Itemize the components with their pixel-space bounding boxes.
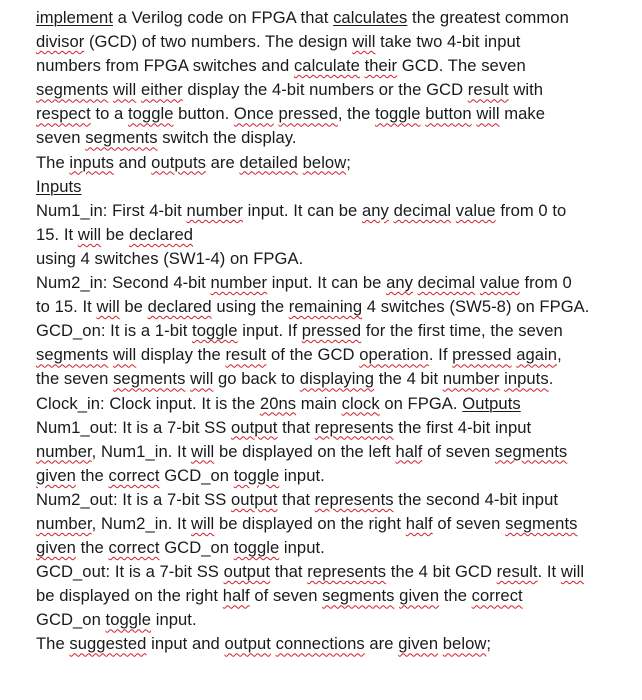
- spellcheck-flagged-word: below: [302, 152, 347, 172]
- spellcheck-flagged-word: outputs: [151, 152, 206, 172]
- spellcheck-flagged-word: toggle: [127, 104, 174, 124]
- spellcheck-flagged-word: operation: [359, 345, 429, 365]
- spellcheck-flagged-word: value: [479, 273, 520, 293]
- text-run: GCD_on: [159, 465, 234, 485]
- spellcheck-flagged-word: segments: [494, 441, 568, 461]
- text-run: (GCD) of two numbers. The design: [84, 32, 353, 52]
- spellcheck-flagged-word: will: [560, 562, 585, 582]
- text-line: [36, 343, 626, 367]
- spellcheck-flagged-word: inputs: [69, 152, 114, 172]
- text-line: [36, 367, 626, 391]
- spellcheck-flagged-word: suggested: [69, 634, 147, 654]
- spellcheck-flagged-word: will: [476, 104, 500, 124]
- spellcheck-flagged-word: result: [467, 80, 509, 100]
- text-run: that: [277, 417, 315, 437]
- text-run: numbers from FPGA switches and: [36, 56, 294, 76]
- underlined-heading: Outputs: [462, 393, 521, 413]
- text-run: GCD_on: It is a 1-bit: [36, 321, 193, 341]
- text-run: ,: [557, 345, 562, 365]
- text-line: [36, 151, 626, 175]
- text-line: [36, 464, 626, 488]
- text-run: from 0 to: [495, 200, 567, 220]
- text-run: the 4 bit: [374, 369, 443, 389]
- spellcheck-flagged-word: toggle: [192, 321, 238, 341]
- spellcheck-flagged-word: number: [442, 369, 500, 389]
- text-run: main: [296, 393, 342, 413]
- text-run: GCD. The seven: [397, 56, 526, 76]
- spellcheck-flagged-word: button: [425, 104, 472, 124]
- spellcheck-flagged-word: will: [191, 513, 215, 533]
- text-run: to 15. It: [36, 297, 97, 317]
- text-line: [36, 6, 626, 30]
- text-run: input.: [279, 538, 325, 558]
- text-line: [36, 584, 626, 608]
- spellcheck-flagged-word: number: [36, 513, 92, 533]
- text-run: Num2_in: Second 4-bit: [36, 273, 211, 293]
- text-run: go back to: [213, 369, 300, 389]
- text-run: that: [270, 562, 308, 582]
- text-run: Num1_out: It is a 7-bit SS: [36, 417, 232, 437]
- text-run: , Num1_in. It: [91, 441, 192, 461]
- spellcheck-flagged-word: given: [399, 586, 440, 606]
- text-run: be displayed on the right: [214, 513, 406, 533]
- spellcheck-flagged-word: will: [96, 297, 120, 317]
- spellcheck-flagged-word: any: [362, 200, 389, 220]
- text-run: button.: [173, 104, 234, 124]
- text-line: [36, 175, 626, 199]
- text-run: The: [36, 152, 70, 172]
- text-line: [36, 392, 626, 416]
- text-line: [36, 271, 626, 295]
- text-run: be: [101, 224, 129, 244]
- spellcheck-flagged-word: toggle: [105, 610, 152, 630]
- spellcheck-flagged-word: detailed: [239, 152, 298, 172]
- text-run: , Num2_in. It: [91, 513, 192, 533]
- text-run: display the: [136, 345, 226, 365]
- spellcheck-flagged-word: represents: [307, 562, 387, 582]
- text-run: of seven: [422, 441, 495, 461]
- text-run: and: [114, 152, 152, 172]
- text-run: the: [75, 465, 109, 485]
- spellcheck-flagged-word: segments: [113, 369, 186, 389]
- spellcheck-flagged-word: toggle: [233, 538, 280, 558]
- spellcheck-flagged-word: result: [225, 345, 267, 365]
- spellcheck-flagged-word: value: [455, 200, 496, 220]
- spellcheck-flagged-word: given: [398, 634, 439, 654]
- text-run: GCD_out: It is a 7-bit SS: [36, 562, 224, 582]
- text-run: GCD_on: [36, 610, 106, 630]
- spellcheck-flagged-word: declared: [129, 224, 194, 244]
- text-run: switch the display.: [157, 128, 297, 148]
- spellcheck-flagged-word: decimal: [417, 273, 476, 293]
- spellcheck-flagged-word: represents: [314, 417, 394, 437]
- text-line: [36, 488, 626, 512]
- text-line: [36, 30, 626, 54]
- spellcheck-flagged-word: will: [77, 224, 102, 244]
- text-line: [36, 416, 626, 440]
- text-run: of seven: [432, 513, 506, 533]
- text-run: . It: [537, 562, 561, 582]
- text-line: [36, 440, 626, 464]
- spellcheck-flagged-word: decimal: [393, 200, 452, 220]
- spellcheck-flagged-word: output: [231, 417, 278, 437]
- spellcheck-flagged-word: pressed: [452, 345, 512, 365]
- underlined-heading: implement: [36, 8, 113, 27]
- text-run: Num1_in: First 4-bit: [36, 200, 187, 220]
- text-run: Clock_in: Clock input. It is the: [36, 393, 260, 413]
- spellcheck-flagged-word: number: [186, 200, 244, 220]
- spellcheck-flagged-word: segments: [322, 586, 395, 606]
- spellcheck-flagged-word: output: [223, 562, 271, 582]
- spellcheck-flagged-word: correct: [108, 538, 160, 558]
- spellcheck-flagged-word: will: [113, 345, 137, 365]
- text-run: The: [36, 634, 70, 654]
- text-line: [36, 223, 626, 247]
- spellcheck-flagged-word: number: [36, 441, 92, 461]
- text-run: the seven: [36, 369, 114, 389]
- text-run: the: [439, 586, 472, 606]
- text-run: seven: [36, 128, 86, 148]
- spellcheck-flagged-word: will: [352, 32, 376, 52]
- text-line: [36, 102, 626, 126]
- spellcheck-flagged-word: output: [231, 489, 278, 509]
- text-run: are: [205, 152, 240, 172]
- spellcheck-flagged-word: pressed: [301, 321, 362, 341]
- text-run: take two 4-bit input: [375, 32, 521, 52]
- spellcheck-flagged-word: displaying: [299, 369, 375, 389]
- text-run: the 4 bit GCD: [386, 562, 497, 582]
- spellcheck-flagged-word: either: [140, 80, 183, 100]
- spellcheck-flagged-word: their: [364, 56, 398, 76]
- text-line: [36, 512, 626, 536]
- spellcheck-flagged-word: below: [442, 634, 487, 654]
- spellcheck-flagged-word: declared: [147, 297, 212, 317]
- spellcheck-flagged-word: given: [36, 465, 76, 485]
- text-run: . If: [428, 345, 453, 365]
- text-line: [36, 608, 626, 632]
- text-run: .: [548, 369, 554, 389]
- spellcheck-flagged-word: will: [191, 441, 215, 461]
- text-run: , the: [337, 104, 376, 124]
- text-run: Num2_out: It is a 7-bit SS: [36, 489, 232, 509]
- text-run: with: [508, 80, 544, 100]
- spellcheck-flagged-word: will: [190, 369, 214, 389]
- text-run: display the 4-bit numbers or the GCD: [182, 80, 468, 100]
- spellcheck-flagged-word: segments: [505, 513, 578, 533]
- spellcheck-flagged-word: clock: [341, 393, 380, 413]
- text-line: [36, 126, 626, 150]
- text-run: be displayed on the left: [214, 441, 396, 461]
- spellcheck-flagged-word: divisor: [36, 32, 85, 52]
- text-run: input and: [146, 634, 225, 654]
- spellcheck-flagged-word: pressed: [278, 104, 338, 124]
- spellcheck-flagged-word: result: [496, 562, 538, 582]
- spellcheck-flagged-word: correct: [471, 586, 523, 606]
- text-line: [36, 536, 626, 560]
- text-run: of the GCD: [266, 345, 360, 365]
- text-line: [36, 632, 626, 656]
- spellcheck-flagged-word: segments: [85, 128, 158, 148]
- text-run: make: [499, 104, 546, 124]
- underlined-heading: Inputs: [36, 176, 82, 196]
- spellcheck-flagged-word: given: [36, 538, 76, 558]
- text-run: the second 4-bit input: [393, 489, 559, 509]
- text-run: the: [75, 538, 109, 558]
- spellcheck-flagged-word: calculate: [293, 56, 360, 76]
- text-run: be displayed on the right: [36, 586, 223, 606]
- text-run: be: [119, 297, 148, 317]
- spellcheck-flagged-word: respect: [36, 104, 91, 124]
- text-run: the first 4-bit input: [393, 417, 532, 437]
- text-run: the greatest common: [407, 8, 569, 27]
- spellcheck-flagged-word: number: [210, 273, 268, 293]
- text-line: [36, 247, 626, 271]
- text-line: [36, 78, 626, 102]
- text-run: a Verilog code on FPGA that: [113, 8, 334, 27]
- text-run: using the: [211, 297, 289, 317]
- text-run: 4 switches (SW5-8) on FPGA.: [362, 297, 590, 317]
- underlined-heading: calculates: [333, 8, 408, 27]
- text-run: input. It can be: [243, 200, 362, 220]
- document-body: [36, 6, 626, 657]
- text-run: ;: [346, 152, 351, 172]
- text-line: [36, 560, 626, 584]
- spellcheck-flagged-word: any: [386, 273, 413, 293]
- text-run: input.: [151, 610, 197, 630]
- text-run: input. If: [237, 321, 302, 341]
- text-run: input. It can be: [267, 273, 387, 293]
- text-run: ;: [486, 634, 492, 654]
- text-run: input.: [279, 465, 325, 485]
- text-run: from 0: [519, 273, 572, 293]
- spellcheck-flagged-word: again: [516, 345, 558, 365]
- text-run: 15. It: [36, 224, 78, 244]
- spellcheck-flagged-word: remaining: [288, 297, 363, 317]
- text-line: [36, 54, 626, 78]
- spellcheck-flagged-word: half: [222, 586, 250, 606]
- spellcheck-flagged-word: will: [113, 80, 137, 100]
- spellcheck-flagged-word: half: [405, 513, 433, 533]
- spellcheck-flagged-word: 20ns: [259, 393, 297, 413]
- spellcheck-flagged-word: Once: [233, 104, 274, 124]
- text-line: [36, 295, 626, 319]
- text-run: for the first time, the seven: [361, 321, 563, 341]
- spellcheck-flagged-word: half: [395, 441, 423, 461]
- spellcheck-flagged-word: represents: [314, 489, 394, 509]
- text-run: are: [364, 634, 399, 654]
- spellcheck-flagged-word: segments: [36, 345, 109, 365]
- spellcheck-flagged-word: toggle: [233, 465, 280, 485]
- spellcheck-flagged-word: inputs: [504, 369, 549, 389]
- text-line: [36, 319, 626, 343]
- spellcheck-flagged-word: correct: [108, 465, 160, 485]
- spellcheck-flagged-word: segments: [36, 80, 109, 100]
- text-run: to a: [90, 104, 128, 124]
- text-run: that: [277, 489, 315, 509]
- spellcheck-flagged-word: connections: [275, 634, 365, 654]
- spellcheck-flagged-word: toggle: [375, 104, 421, 124]
- text-run: on FPGA.: [379, 393, 463, 413]
- text-run: using 4 switches (SW1-4) on FPGA.: [36, 248, 304, 268]
- text-line: [36, 199, 626, 223]
- text-run: GCD_on: [159, 538, 234, 558]
- spellcheck-flagged-word: output: [224, 634, 271, 654]
- text-run: of seven: [249, 586, 323, 606]
